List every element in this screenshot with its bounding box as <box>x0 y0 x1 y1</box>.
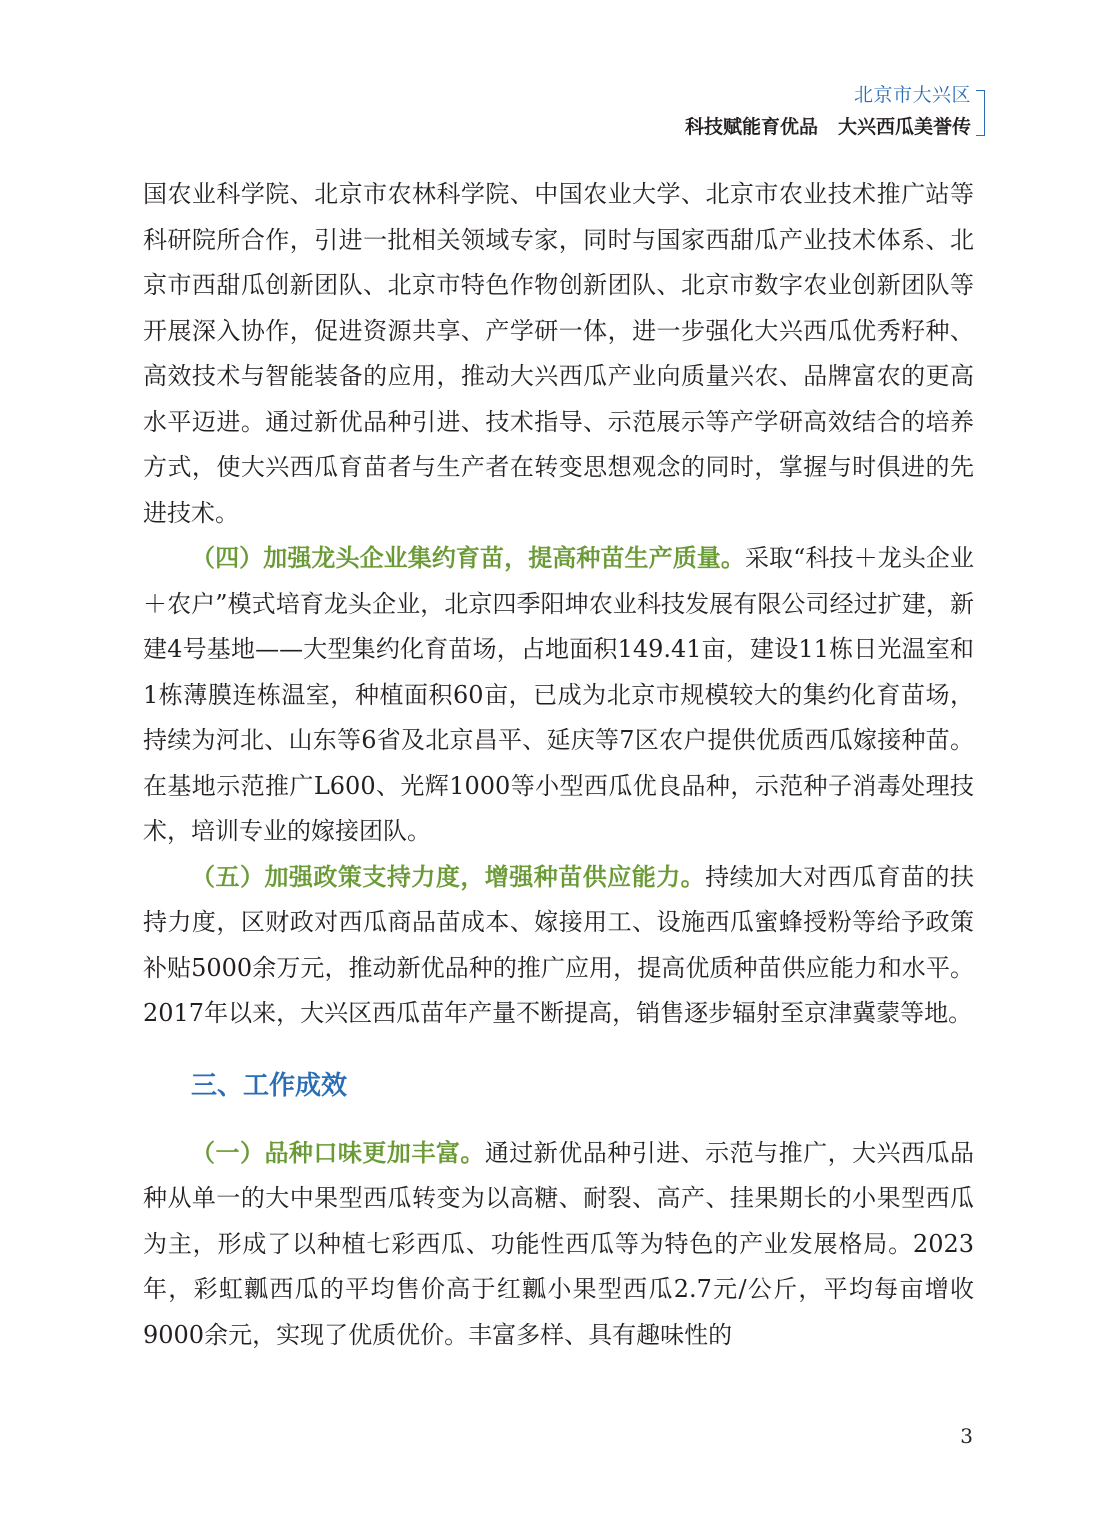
paragraph-2-body: 采取“科技＋龙头企业＋农户”模式培育龙头企业，北京四季阳坤农业科技发展有限公司经过扩建，新建4号基地——大型集约化育苗场，占地面积149.41亩，建设11栋日光温室和1栋薄膜连栋温室，种植面积60亩，已成为北京市规模较大的集约化育苗场，持续为河北、山东等6省及北京昌平、延庆等7区农户提供优质西瓜嫁接种苗。在基地示范推广L600、光辉1000等小型西瓜优良品种，示范种子消毒处理技术，培训专业的嫁接团队。 <box>143 544 974 845</box>
section-heading: 三、工作成效 <box>191 1070 348 1101</box>
paragraph-3-heading: （五）加强政策支持力度，增强种苗供应能力。 <box>191 862 706 891</box>
paragraph-3-body: 持续加大对西瓜育苗的扶持力度，区财政对西瓜商品苗成本、嫁接用工、设施西瓜蜜蜂授粉等给予政策补贴5000余万元，推动新优品种的推广应用，提高优质种苗供应能力和水平。2017年以来，大兴区西瓜苗年产量不断提高，销售逐步辐射至京津冀蒙等地。 <box>143 862 975 1027</box>
header-title-part1: 科技赋能育优品 <box>684 116 818 138</box>
paragraph-1: 国农业科学院、北京市农林科学院、中国农业大学、北京市农业技术推广站等科研院所合作，引进一批相关领域专家，同时与国家西甜瓜产业技术体系、北京市西甜瓜创新团队、北京市特色作物创新团队、北京市数字农业创新团队等开展深入协作，促进资源共享、产学研一体，进一步强化大兴西瓜优秀籽种、高效技术与智能装备的应用，推动大兴西瓜产业向质量兴农、品牌富农的更高水平迈进。通过新优品种引进、技术指导、示范展示等产学研高效结合的培养方式，使大兴西瓜育苗者与生产者在转变思想观念的同时，掌握与时俱进的先进技术。 <box>143 180 974 527</box>
paragraph-2 <box>143 536 974 855</box>
paragraph-3 <box>143 855 974 1037</box>
header-title-part2: 大兴西瓜美誉传 <box>837 116 971 138</box>
paragraph-2-heading: （四）加强龙头企业集约育苗，提高种苗生产质量。 <box>191 544 745 572</box>
header-region-label: 北京市大兴区 <box>853 84 971 106</box>
paragraph-4 <box>143 1131 974 1359</box>
header-bracket-decoration <box>976 90 985 136</box>
page-number: 3 <box>960 1424 973 1448</box>
body-text <box>143 172 974 1358</box>
header-title <box>685 112 971 142</box>
paragraph-4-heading: （一）品种口味更加丰富。 <box>191 1138 485 1167</box>
paragraph-4-body: 通过新优品种引进、示范与推广，大兴西瓜品种从单一的大中果型西瓜转变为以高糖、耐裂、高产、挂果期长的小果型西瓜为主，形成了以种植七彩西瓜、功能性西瓜等为特色的产业发展格局。2023年，彩虹瓤西瓜的平均售价高于红瓤小果型西瓜2.7元/公斤，平均每亩增收9000余元，实现了优质优价。丰富多样、具有趣味性的 <box>143 1138 975 1349</box>
running-header <box>685 82 971 142</box>
